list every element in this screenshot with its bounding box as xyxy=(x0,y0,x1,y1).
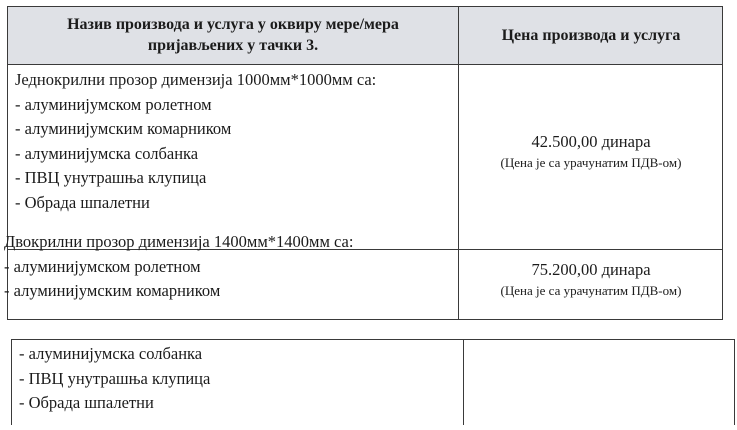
row-1-line: - Обрада шпалетни xyxy=(15,192,150,212)
header-product-name: Назив производа и услуга у оквиру мере/мера пријављених у тачки 3. xyxy=(67,16,399,54)
price-table xyxy=(4,6,723,320)
row-1-price-cell xyxy=(459,131,723,173)
continuation-description xyxy=(19,342,210,416)
row-2-price-note: (Цена је са урачунатим ПДВ-ом) xyxy=(500,283,682,298)
continuation-line: - Обрада шпалетни xyxy=(19,393,154,412)
continuation-table xyxy=(11,339,735,425)
row-1-line: - алуминијумском ролетном xyxy=(15,94,212,114)
row-1-line: - алуминијумским комарником xyxy=(15,119,232,138)
row-2-line: - алуминијумском ролетном xyxy=(4,256,201,276)
row-2-description xyxy=(4,230,353,304)
continuation-line: - алуминијумска солбанка xyxy=(19,344,203,363)
column-divider xyxy=(463,340,464,425)
row-2-line: - алуминијумским комарником xyxy=(4,281,221,300)
row-2-line: Двокрилни прозор димензија 1400мм*1400мм са: xyxy=(4,232,354,251)
row-1-price-note: (Цена је са урачунатим ПДВ-ом) xyxy=(500,155,682,170)
continuation-line: - ПВЦ унутрашња клупица xyxy=(19,368,211,388)
row-1-line: - алуминијумска солбанка xyxy=(15,143,199,163)
row-2-price: 75.200,00 динара xyxy=(531,260,651,279)
row-2-price-cell xyxy=(459,259,723,301)
row-1-line: - ПВЦ унутрашња клупица xyxy=(15,168,207,187)
row-1-price: 42.500,00 динара xyxy=(531,132,651,151)
row-1-line: Једнокрилни прозор димензија 1000мм*1000мм са: xyxy=(15,70,377,89)
row-1-description xyxy=(15,68,376,215)
header-price: Цена производа и услуга xyxy=(501,27,681,44)
header-divider xyxy=(8,64,722,65)
